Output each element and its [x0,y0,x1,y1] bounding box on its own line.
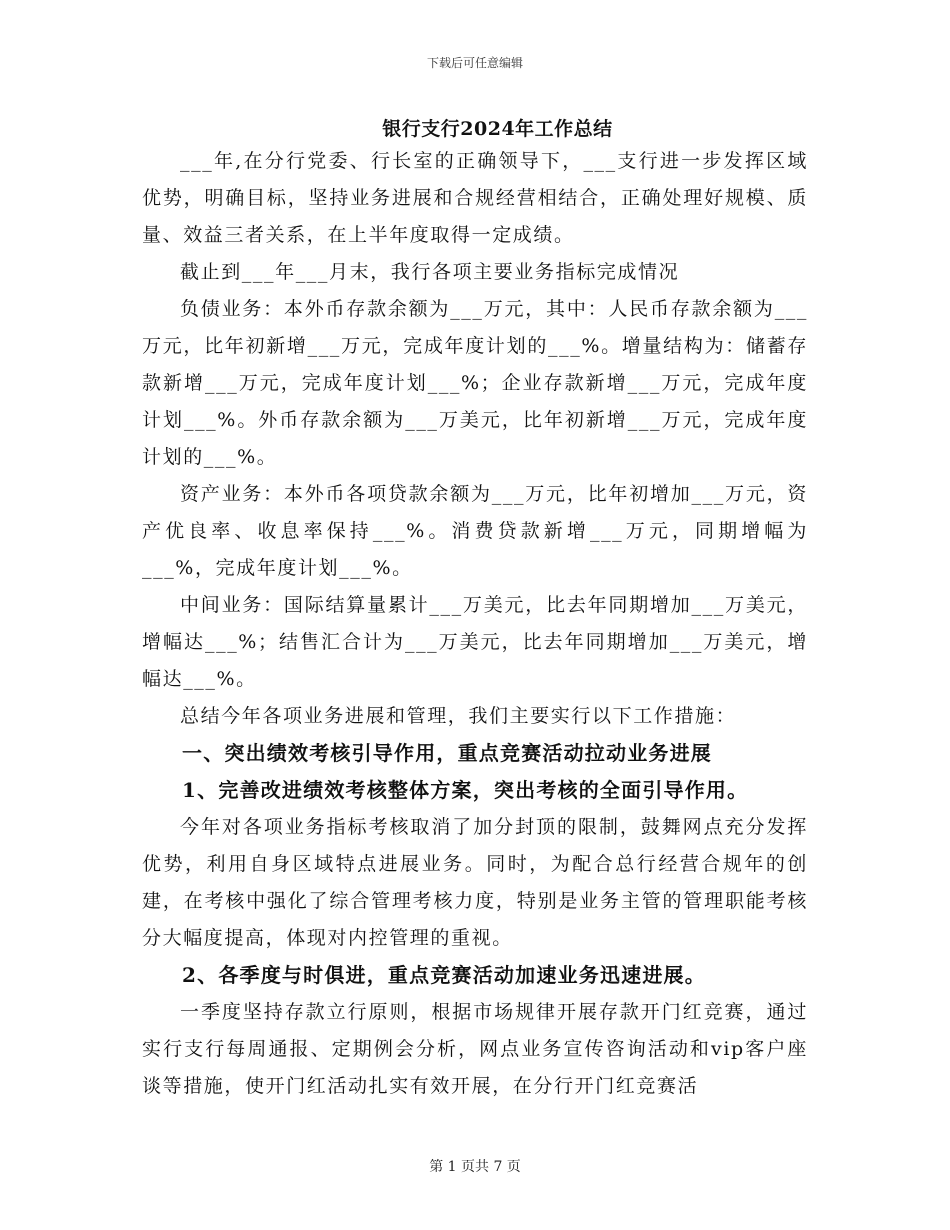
document-title: 银行支行2024年工作总结 [382,118,613,140]
page-footer: 第 1 页共 7 页 [429,1159,521,1175]
document-body [142,143,808,1105]
subsection-heading-1: 1、完善改进绩效考核整体方案，突出考核的全面引导作用。 [182,778,749,802]
paragraph-liabilities: 负债业务：本外币存款余额为___万元，其中：人民币存款余额为___万元，比年初新增___万元，完成年度计划的___%。增量结构为：储蓄存款新增___万元，完成年度计划___%；企业存款新增___万元，完成年度计划___%。外币存款余额为___万美元，比年初新增___万元，完成年度计划的___%。 [142,298,808,468]
subsection-heading-2: 2、各季度与时俱进，重点竞赛活动加速业务迅速进展。 [182,963,706,987]
paragraph-assessment: 今年对各项业务指标考核取消了加分封顶的限制，鼓舞网点充分发挥优势，利用自身区域特点进展业务。同时，为配合总行经营合规年的创建，在考核中强化了综合管理考核力度，特别是业务主管的管理职能考核分大幅度提高，体现对内控管理的重视。 [142,816,808,949]
paragraph-assets: 资产业务：本外币各项贷款余额为___万元，比年初增加___万元，资产优良率、收息率保持___%。消费贷款新增___万元，同期增幅为___%，完成年度计划___%。 [142,483,808,579]
paragraph-intro: ___年,在分行党委、行长室的正确领导下，___支行进一步发挥区域优势，明确目标，坚持业务进展和合规经营相结合，正确处理好规模、质量、效益三者关系，在上半年度取得一定成绩。 [142,150,808,246]
paragraph-intermediary: 中间业务：国际结算量累计___万美元，比去年同期增加___万美元，增幅达___%；结售汇合计为___万美元，比去年同期增加___万美元，增幅达___%。 [142,594,808,690]
paragraph-q1: 一季度坚持存款立行原则，根据市场规律开展存款开门红竞赛，通过实行支行每周通报、定期例会分析，网点业务宣传咨询活动和vip客户座谈等措施，使开门红活动扎实有效开展，在分行开门红竞赛活 [142,1001,808,1097]
paragraph-deadline: 截止到___年___月末，我行各项主要业务指标完成情况 [180,261,680,283]
header-note: 下载后可任意编辑 [426,56,523,70]
section-heading-1: 一、突出绩效考核引导作用，重点竞赛活动拉动业务进展 [182,741,712,765]
paragraph-summary: 总结今年各项业务进展和管理，我们主要实行以下工作措施： [180,705,737,727]
